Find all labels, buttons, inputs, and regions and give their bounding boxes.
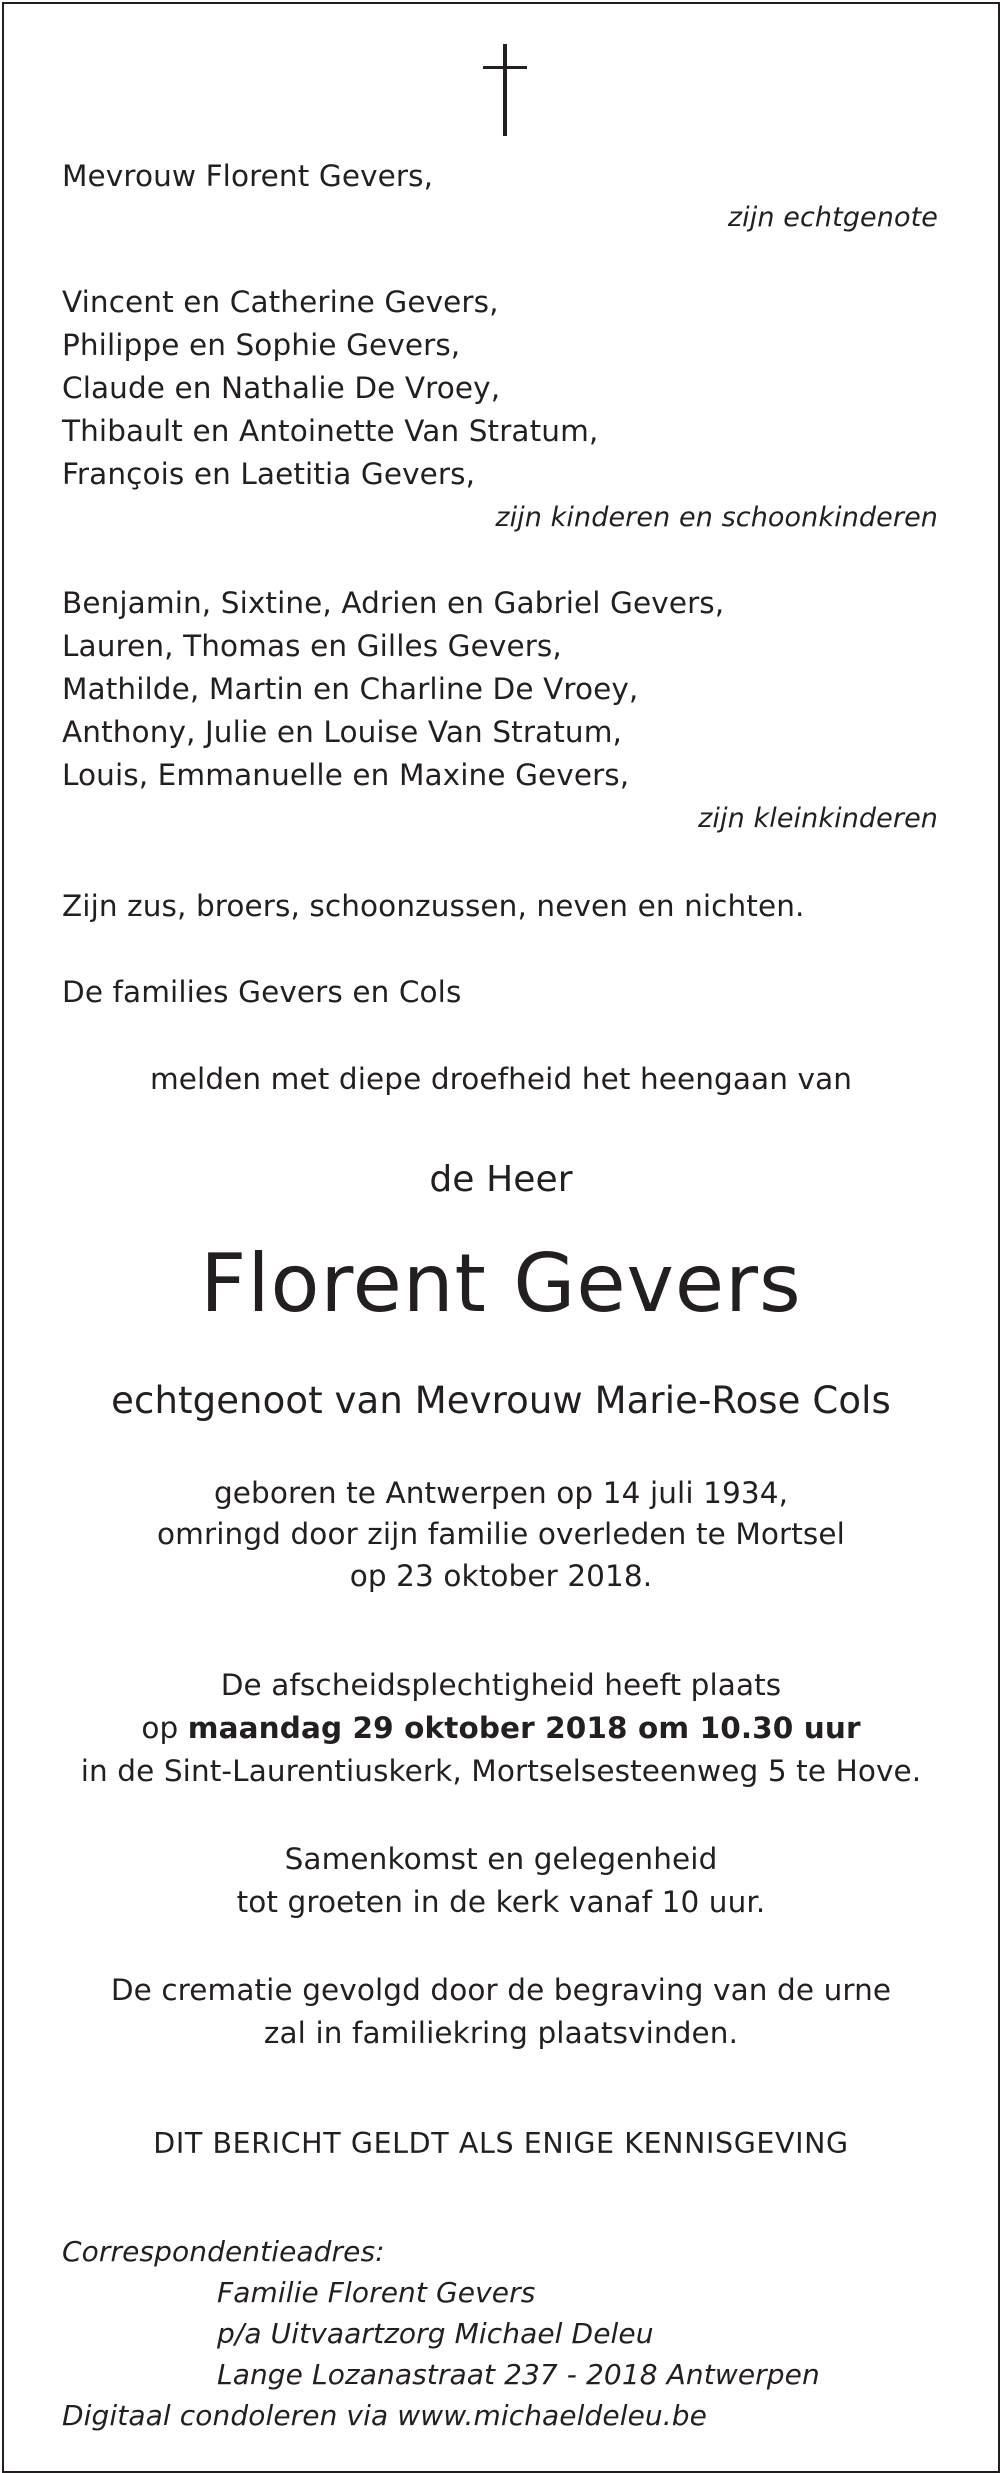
gathering-line: Samenkomst en gelegenheid [284,1842,718,1876]
ceremony-location: in de Sint-Laurentiuskerk, Mortselsesteenweg 5 te Hove. [80,1754,922,1788]
correspondence-label: Correspondentieadres: [62,2235,385,2268]
gathering-line: tot groeten in de kerk vanaf 10 uur. [236,1885,766,1919]
grandchildren-role: zijn kleinkinderen [698,803,938,834]
child-line: Vincent en Catherine Gevers, [62,285,499,319]
ceremony-prefix: op [141,1711,188,1745]
spouse-of-line: echtgenoot van Mevrouw Marie-Rose Cols [111,1379,891,1422]
honorific: de Heer [429,1159,573,1200]
life-line: omringd door zijn familie overleden te Mortsel [157,1517,845,1551]
child-line: Claude en Nathalie De Vroey, [62,371,501,405]
deceased-name: Florent Gevers [200,1237,802,1330]
correspondence-line: p/a Uitvaartzorg Michael Deleu [217,2317,654,2350]
notice-line: DIT BERICHT GELDT ALS ENIGE KENNISGEVING [153,2127,849,2160]
grandchild-line: Lauren, Thomas en Gilles Gevers, [62,629,562,663]
spouse-role: zijn echtgenote [727,202,938,233]
children-role: zijn kinderen en schoonkinderen [495,502,938,533]
grandchild-line: Benjamin, Sixtine, Adrien en Gabriel Gevers, [62,586,725,620]
condolence-line: Digitaal condoleren via www.michaeldeleu.be [62,2399,707,2432]
cremation-line: zal in familiekring plaatsvinden. [263,2016,739,2050]
life-line: op 23 oktober 2018. [349,1559,653,1593]
child-line: Thibault en Antoinette Van Stratum, [62,414,599,448]
ceremony-date-line [4,1711,998,1745]
spouse-name: Mevrouw Florent Gevers, [62,159,434,193]
child-line: François en Laetitia Gevers, [62,457,476,491]
ceremony-date: maandag 29 oktober 2018 om 10.30 uur [187,1711,861,1745]
correspondence-line: Lange Lozanastraat 237 - 2018 Antwerpen [217,2358,820,2391]
cremation-line: De crematie gevolgd door de begraving van de urne [110,1973,892,2007]
relatives-line: Zijn zus, broers, schoonzussen, neven en nichten. [62,889,805,923]
life-line: geboren te Antwerpen op 14 juli 1934, [213,1476,789,1510]
child-line: Philippe en Sophie Gevers, [62,328,461,362]
grandchild-line: Louis, Emmanuelle en Maxine Gevers, [62,758,630,792]
announcement-line: melden met diepe droefheid het heengaan van [149,1062,853,1096]
grandchild-line: Anthony, Julie en Louise Van Stratum, [62,715,623,749]
ceremony-line: De afscheidsplechtigheid heeft plaats [220,1668,782,1702]
cross-icon [483,44,527,136]
obituary-card [2,2,1000,2473]
grandchild-line: Mathilde, Martin en Charline De Vroey, [62,672,639,706]
correspondence-line: Familie Florent Gevers [217,2276,536,2309]
families-line: De families Gevers en Cols [62,975,462,1009]
